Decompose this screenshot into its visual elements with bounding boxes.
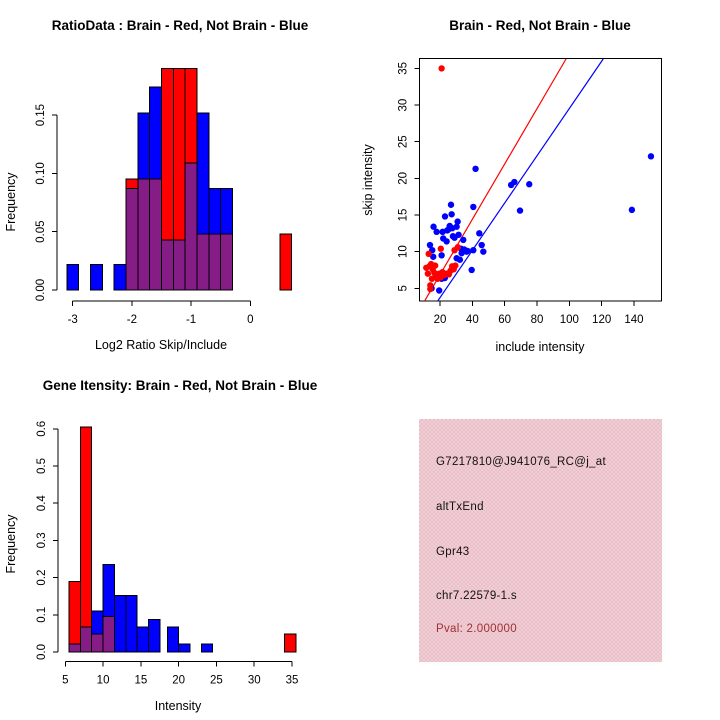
x-tick-label: 80	[530, 314, 544, 326]
y-tick-label: 0.4	[36, 495, 48, 512]
event-type-text: altTxEnd	[436, 501, 484, 513]
ratio-histogram-chart	[0, 0, 360, 360]
gene-info-box	[419, 419, 662, 662]
x-tick-label: 5	[62, 674, 69, 687]
y-tick-label: 0.10	[35, 162, 47, 185]
data-points	[423, 65, 654, 293]
pval-text: Pval: 2.000000	[436, 623, 517, 635]
y-tick-label: 0.05	[35, 220, 47, 243]
location-text: chr7.22579-1.s	[436, 590, 517, 602]
gene-intensity-histogram-chart	[0, 360, 360, 720]
y-tick-label: 10	[397, 245, 410, 259]
y-tick-label: 0.5	[36, 458, 48, 474]
histogram-bars	[69, 427, 296, 652]
x-tick-label: 20	[172, 674, 186, 687]
x-tick-label: 60	[498, 314, 512, 326]
x-tick-label: 25	[210, 674, 223, 687]
x-tick-label: 10	[96, 674, 110, 687]
x-tick-label: 100	[559, 314, 579, 326]
plot-title: RatioData : Brain - Red, Not Brain - Blue	[51, 18, 309, 33]
x-tick-label: 15	[134, 674, 148, 687]
probe-id-text: G7217810@J941076_RC@j_at	[436, 456, 606, 468]
y-tick-label: 20	[397, 171, 410, 185]
x-tick-label: 140	[624, 314, 644, 326]
y-axis-label: Frequency	[4, 514, 18, 574]
histogram-bars	[67, 68, 292, 290]
x-axis-label: Log2 Ratio Skip/Include	[94, 338, 228, 352]
x-tick-label: 30	[247, 674, 261, 687]
y-tick-label: 25	[397, 135, 410, 149]
gene-info-panel	[360, 360, 720, 720]
x-tick-label: -1	[185, 314, 197, 326]
intensity-scatter-chart	[360, 0, 720, 360]
x-tick-label: 20	[433, 314, 447, 326]
axes	[414, 68, 634, 306]
gene-name-text: Gpr43	[436, 546, 470, 558]
y-tick-label: 0.00	[35, 278, 47, 302]
y-tick-label: 15	[397, 208, 410, 222]
intensity-scatter-panel	[360, 0, 720, 360]
x-tick-label: 0	[247, 314, 254, 326]
ratio-histogram-panel	[0, 0, 360, 360]
tick-labels	[397, 62, 643, 326]
y-tick-label: 30	[397, 98, 410, 112]
x-axis-label: include intensity	[495, 340, 585, 354]
y-axis-label: Frequency	[4, 172, 18, 232]
y-axis-label: skip intensity	[361, 144, 375, 216]
x-tick-label: 35	[285, 674, 299, 687]
x-tick-label: 120	[592, 314, 612, 326]
y-tick-label: 0.2	[36, 569, 48, 586]
y-tick-label: 0.15	[35, 103, 47, 127]
y-tick-label: 35	[397, 62, 410, 75]
x-tick-label: -2	[126, 314, 138, 326]
plot-title: Brain - Red, Not Brain - Blue	[449, 18, 631, 33]
x-axis-label: Intensity	[154, 699, 202, 713]
x-tick-label: 40	[465, 314, 479, 326]
y-tick-label: 5	[397, 285, 410, 292]
y-tick-label: 0.1	[36, 606, 48, 623]
y-tick-label: 0.6	[36, 420, 48, 437]
gene-intensity-histogram-panel	[0, 360, 360, 720]
plot-title: Gene Itensity: Brain - Red, Not Brain - Blue	[42, 378, 318, 393]
y-tick-label: 0.0	[36, 644, 48, 660]
x-tick-label: -3	[67, 314, 78, 326]
y-tick-label: 0.3	[36, 532, 48, 549]
